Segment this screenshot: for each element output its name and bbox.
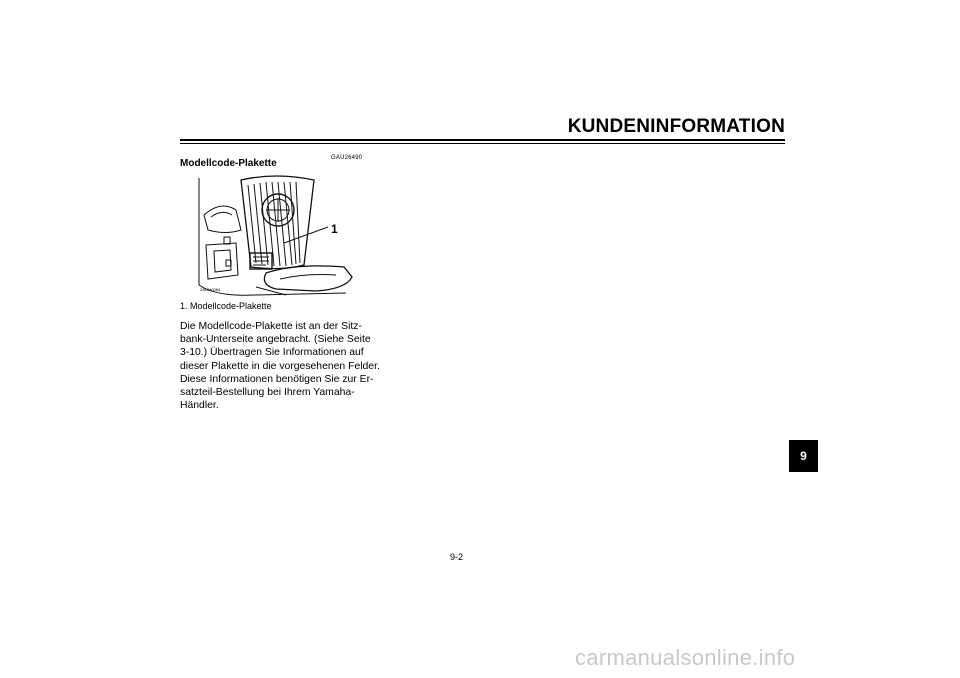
figure-callout-number: 1	[331, 222, 338, 236]
body-line: 3-10.) Übertragen Sie Informationen auf	[180, 347, 364, 359]
body-line: dieser Plakette in die vorgesehenen Felder.	[180, 360, 380, 372]
page-number: 9-2	[450, 552, 464, 562]
figure-caption: 1. Modellcode-Plakette	[180, 301, 272, 311]
body-line: Händler.	[180, 400, 219, 412]
body-line: satzteil-Bestellung bei Ihrem Yamaha-	[180, 387, 355, 399]
figure-image-code: ZAUM0084	[200, 287, 221, 292]
header-rule-thick	[180, 139, 785, 141]
scooter-underseat-illustration	[196, 175, 356, 301]
section-ref-code: GAU26490	[331, 155, 363, 161]
chapter-tab: 9	[789, 440, 818, 472]
body-line: bank-Unterseite angebracht. (Siehe Seite	[180, 334, 371, 346]
watermark-text: carmanualsonline.info	[575, 645, 796, 670]
page-header-title: KUNDENINFORMATION	[567, 116, 785, 137]
header-rule-thin	[180, 143, 785, 144]
model-label-figure	[196, 175, 356, 301]
body-line: Die Modellcode-Plakette ist an der Sitz-	[180, 321, 362, 332]
body-line: Diese Informationen benötigen Sie zur Er-	[180, 373, 374, 385]
body-paragraph	[180, 320, 380, 412]
section-title: Modellcode-Plakette	[180, 158, 277, 169]
